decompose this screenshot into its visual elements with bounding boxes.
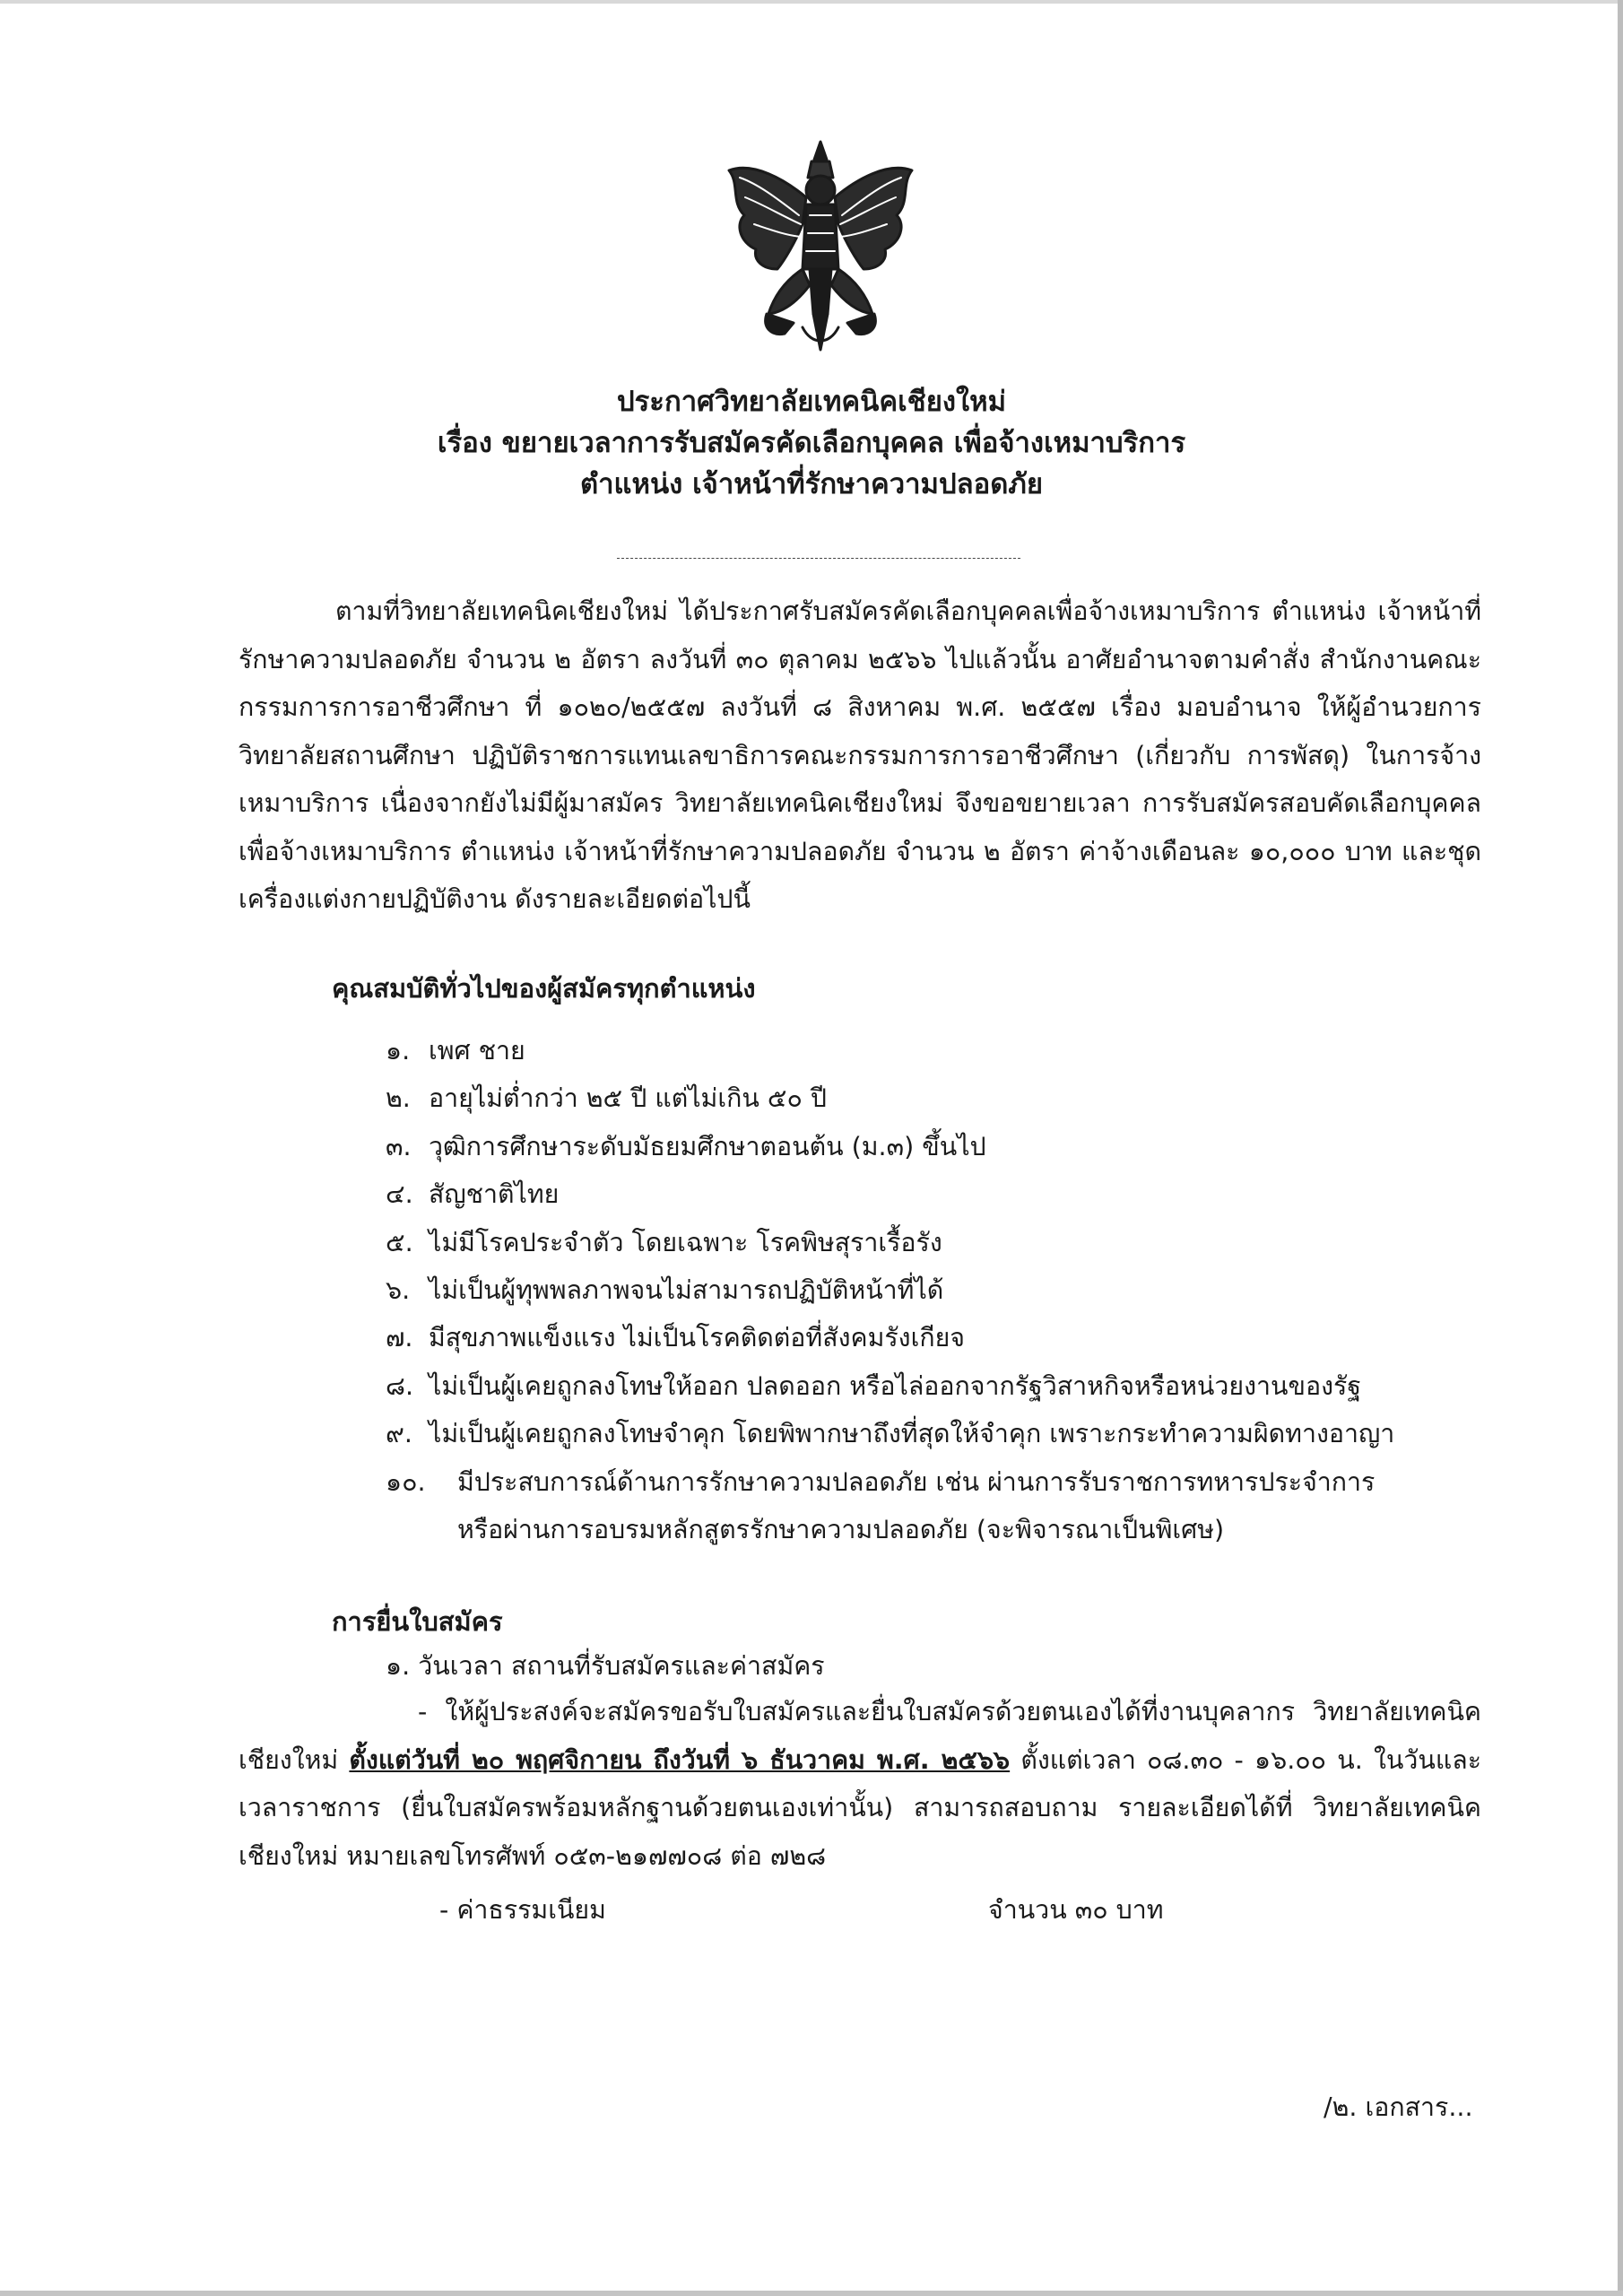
list-item-text: มีประสบการณ์ด้านการรักษาความปลอดภัย เช่น ผ่านการรับราชการทหารประจำการ xyxy=(457,1466,1376,1497)
list-item-text: มีสุขภาพแข็งแรง ไม่เป็นโรคติดต่อที่สังคมรังเกียจ xyxy=(429,1323,965,1353)
list-item xyxy=(386,1266,1394,1314)
fee-label: - ค่าธรรมเนียม xyxy=(439,1895,606,1925)
list-item xyxy=(386,1219,1394,1266)
list-item-number: ๗. xyxy=(386,1323,413,1353)
document-title: ประกาศวิทยาลัยเทคนิคเชียงใหม่ xyxy=(616,386,1007,418)
document-position: ตำแหน่ง เจ้าหน้าที่รักษาความปลอดภัย xyxy=(580,468,1043,500)
application-heading: การยื่นใบสมัคร xyxy=(332,1606,503,1637)
qualifications-list xyxy=(386,1027,1394,1553)
application-item-1: ๑. วันเวลา สถานที่รับสมัครและค่าสมัคร xyxy=(386,1651,825,1681)
list-item xyxy=(386,1027,1394,1074)
list-item xyxy=(386,1410,1394,1457)
scan-edge-right xyxy=(1618,0,1623,2296)
list-item-text: อายุไม่ต่ำกว่า ๒๕ ปี แต่ไม่เกิน ๕๐ ปี xyxy=(429,1083,827,1114)
garuda-emblem-icon xyxy=(713,135,928,363)
intro-paragraph xyxy=(239,587,1481,924)
list-item xyxy=(386,1314,1394,1361)
list-item-number: ๔. xyxy=(386,1179,413,1210)
list-item-number: ๑. xyxy=(386,1036,411,1065)
list-item xyxy=(386,1458,1394,1506)
list-item-text: เพศ ชาย xyxy=(429,1036,525,1065)
list-item-number: ๖. xyxy=(386,1275,411,1306)
list-item-number: ๙. xyxy=(386,1419,412,1449)
list-item-continuation xyxy=(386,1506,1394,1553)
application-text-start: - ให้ผู้ประสงค์จะสมัครขอรับใบสมัครและยื่นใบสมัครด้วยตนเองได้ที่งานบุคลากร วิทยาลัยเทคนิคเชียงใหม่ xyxy=(239,1697,1481,1775)
list-item-number: ๕. xyxy=(386,1227,413,1257)
list-item xyxy=(386,1362,1394,1410)
list-item-text: ไม่เป็นผู้เคยถูกลงโทษให้ออก ปลดออก หรือไล่ออกจากรัฐวิสาหกิจหรือหน่วยงานของรัฐ xyxy=(429,1370,1362,1401)
header-divider xyxy=(617,558,1020,559)
list-item-number: ๒. xyxy=(386,1083,411,1114)
intro-text: ตามที่วิทยาลัยเทคนิคเชียงใหม่ ได้ประกาศรับสมัครคัดเลือกบุคคลเพื่อจ้างเหมาบริการ ตำแหน่ง เจ้าหน้าที่รักษาความปลอดภัย จำนวน ๒ อัตรา ลงวันที่ ๓๐ ตุลาคม ๒๕๖๖ ไปแล้วนั้น อาศัยอำนาจตามคำสั่ง สำนักงานคณะกรรมการการอาชีวศึกษา ที่ ๑๐๒๐/๒๕๕๗ ลงวันที่ ๘ สิงหาคม พ.ศ. ๒๕๕๗ เรื่อง มอบอำนาจ ให้ผู้อำนวยการวิทยาลัยสถานศึกษา ปฏิบัติราชการแทนเลขาธิการคณะกรรมการการอาชีวศึกษา (เกี่ยวกับ การพัสดุ) ในการจ้างเหมาบริการ เนื่องจากยังไม่มีผู้มาสมัคร วิทยาลัยเทคนิคเชียงใหม่ จึงขอขยายเวลา การรับสมัครสอบคัดเลือกบุคคลเพื่อจ้างเหมาบริการ ตำแหน่ง เจ้าหน้าที่รักษาความปลอดภัย จำนวน ๒ อัตรา ค่าจ้างเดือนละ ๑๐,๐๐๐ บาท และชุดเครื่องแต่งกายปฏิบัติงาน ดังรายละเอียดต่อไปนี้ xyxy=(239,596,1481,914)
list-item xyxy=(386,1074,1394,1122)
list-item-text: ไม่เป็นผู้เคยถูกลงโทษจำคุก โดยพิพากษาถึงที่สุดให้จำคุก เพราะกระทำความผิดทางอาญา xyxy=(429,1419,1395,1449)
qualifications-heading: คุณสมบัติทั่วไปของผู้สมัครทุกตำแหน่ง xyxy=(332,973,756,1004)
list-item-number: ๓. xyxy=(386,1131,412,1161)
list-item-text: วุฒิการศึกษาระดับมัธยมศึกษาตอนต้น (ม.๓) ขึ้นไป xyxy=(429,1131,986,1161)
list-item-number: ๑๐. xyxy=(386,1466,426,1497)
scan-edge-bottom xyxy=(0,2291,1623,2296)
application-paragraph xyxy=(239,1688,1481,1880)
list-item-text: หรือผ่านการอบรมหลักสูตรรักษาความปลอดภัย (จะพิจารณาเป็นพิเศษ) xyxy=(457,1515,1225,1545)
document-subject: เรื่อง ขยายเวลาการรับสมัครคัดเลือกบุคคล เพื่อจ้างเหมาบริการ xyxy=(437,427,1186,459)
fee-amount: จำนวน ๓๐ บาท xyxy=(988,1895,1164,1925)
application-text-end: ตั้งแต่เวลา ๐๘.๓๐ - ๑๖.๐๐ น. ในวันและเวลาราชการ (ยื่นใบสมัครพร้อมหลักฐานด้วยตนเองเท่านั้น) สามารถสอบถาม รายละเอียดได้ที่ วิทยาลัยเทคนิคเชียงใหม่ หมายเลขโทรศัพท์ ๐๕๓-๒๑๗๗๐๘ ต่อ ๗๒๘ xyxy=(239,1744,1482,1871)
document-header xyxy=(0,381,1623,505)
list-item xyxy=(386,1123,1394,1170)
list-item-text: ไม่มีโรคประจำตัว โดยเฉพาะ โรคพิษสุราเรื้อรัง xyxy=(429,1227,942,1257)
application-dates-emphasis: ตั้งแต่วันที่ ๒๐ พฤศจิกายน ถึงวันที่ ๖ ธันวาคม พ.ศ. ๒๕๖๖ xyxy=(349,1744,1011,1775)
list-item-text: ไม่เป็นผู้ทุพพลภาพจนไม่สามารถปฏิบัติหน้าที่ได้ xyxy=(429,1275,944,1306)
page-continuation-note: /๒. เอกสาร... xyxy=(1324,2092,1473,2122)
list-item-text: สัญชาติไทย xyxy=(429,1179,560,1210)
list-item-number: ๘. xyxy=(386,1370,414,1401)
scan-edge-top xyxy=(0,0,1623,4)
list-item xyxy=(386,1170,1394,1218)
